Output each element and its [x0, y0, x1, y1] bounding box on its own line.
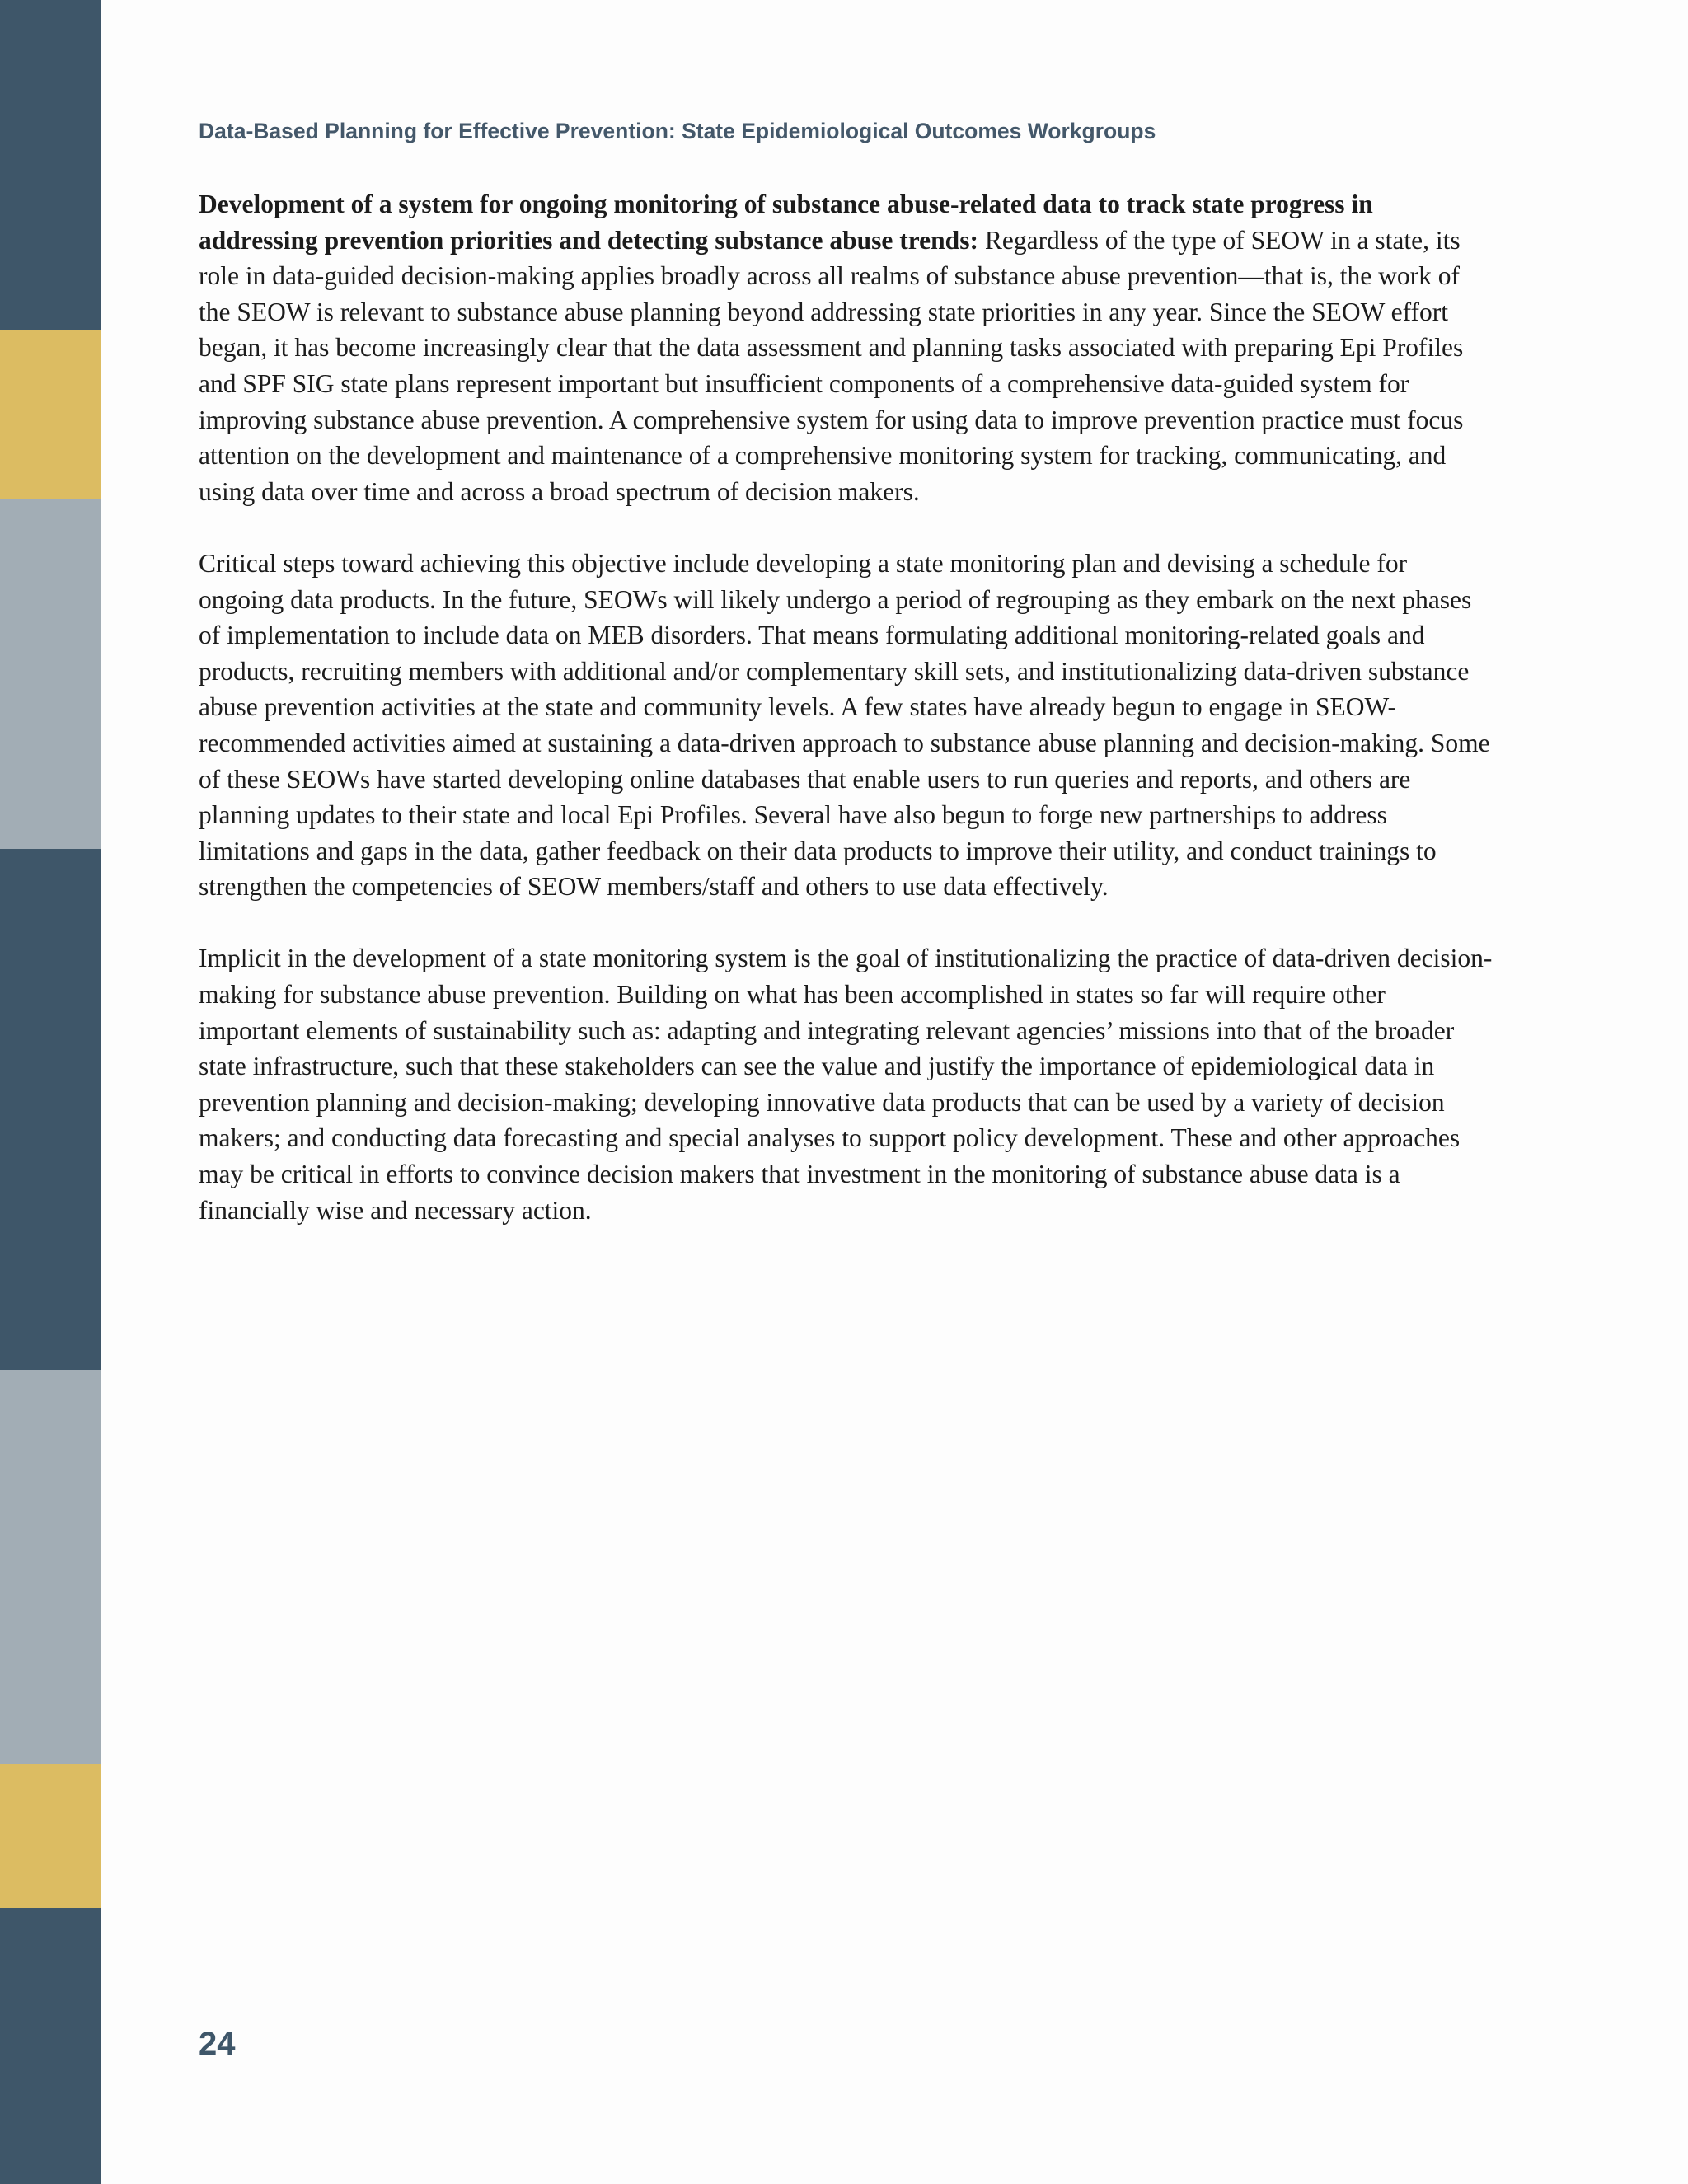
decorative-sidebar	[0, 0, 101, 2184]
sidebar-band-navy-top	[0, 0, 101, 330]
running-header: Data-Based Planning for Effective Prevention: State Epidemiological Outcomes Workgroups	[199, 119, 1156, 143]
page-number: 24	[199, 2026, 236, 2062]
sidebar-band-navy-bottom	[0, 1908, 101, 2184]
sidebar-band-gold-top	[0, 330, 101, 499]
paragraph-lead-heading: Development of a system for ongoing monitoring of substance abuse-related data to track state progress in addressing prevention priorities and detecting substance abuse trends:	[199, 190, 1373, 255]
sidebar-band-gray-top	[0, 499, 101, 849]
sidebar-band-gray-bottom	[0, 1370, 101, 1764]
sidebar-band-gold-bottom	[0, 1764, 101, 1908]
body-text	[199, 186, 1493, 1264]
paragraph-body: Regardless of the type of SEOW in a state, its role in data-guided decision-making applies broadly across all realms of substance abuse prevention—that is, the work of the SEOW is relevant to substance abuse planning beyond addressing state priorities in any year. Since the SEOW effort began, it has become increasingly clear that the data assessment and planning tasks associated with preparing Epi Profiles and SPF SIG state plans represent important but insufficient components of a comprehensive data-guided system for improving substance abuse prevention. A comprehensive system for using data to improve prevention practice must focus attention on the development and maintenance of a comprehensive monitoring system for tracking, communicating, and using data over time and across a broad spectrum of decision makers.	[199, 225, 1464, 506]
paragraph-institutionalizing: Implicit in the development of a state monitoring system is the goal of institutionalizing the practice of data-driven decision-making for substance abuse prevention. Building on what has been accomplished in states so far will require other important elements of sustainability such as: adapting and integrating relevant agencies’ missions into that of the broader state infrastructure, such that these stakeholders can see the value and justify the importance of epidemiological data in prevention planning and decision-making; developing innovative data products that can be used by a variety of decision makers; and conducting data forecasting and special analyses to support policy development. These and other approaches may be critical in efforts to convince decision makers that investment in the monitoring of substance abuse data is a financially wise and necessary action.	[199, 944, 1493, 1225]
sidebar-band-navy-middle	[0, 849, 101, 1370]
paragraph-monitoring-system	[199, 186, 1493, 509]
paragraph-critical-steps: Critical steps toward achieving this objective include developing a state monitoring plan and devising a schedule for ongoing data products. In the future, SEOWs will likely undergo a period of regrouping as they embark on the next phases of implementation to include data on MEB disorders. That means formulating additional monitoring-related goals and products, recruiting members with additional and/or complementary skill sets, and institutionalizing data-driven substance abuse prevention activities at the state and community levels. A few states have already begun to engage in SEOW-recommended activities aimed at sustaining a data-driven approach to substance abuse planning and decision-making. Some of these SEOWs have started developing online databases that enable users to run queries and reports, and others are planning updates to their state and local Epi Profiles. Several have also begun to forge new partnerships to address limitations and gaps in the data, gather feedback on their data products to improve their utility, and conduct trainings to strengthen the competencies of SEOW members/staff and others to use data effectively.	[199, 548, 1490, 902]
